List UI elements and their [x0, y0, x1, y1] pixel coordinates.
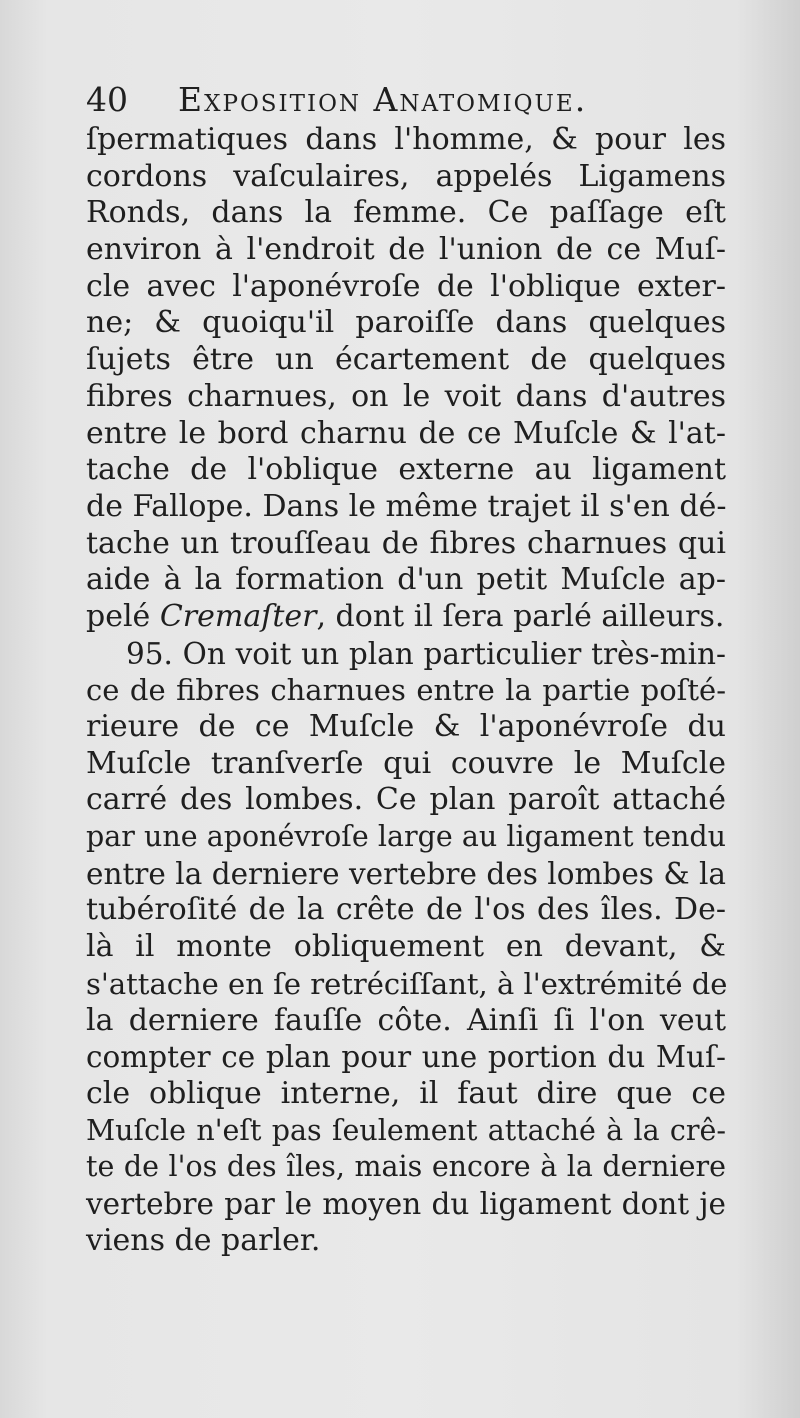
text-line [86, 599, 726, 636]
italic-term: Cremaſter [159, 598, 317, 634]
text-line: compter ce plan pour une portion du Muſ- [86, 1040, 726, 1075]
body-text [86, 122, 726, 1259]
running-head [86, 74, 746, 126]
text-line: de Fallope. Dans le même trajet il s'en dé- [86, 488, 727, 524]
text-line: te de l'os des îles, mais encore à la derniere [86, 1150, 726, 1184]
text-run: pelé [86, 598, 160, 634]
text-line: rieure de ce Muſcle & l'aponévroſe du [86, 709, 726, 744]
text-line: vertebre par le moyen du ligament dont je [86, 1186, 726, 1221]
text-line: ſpermatiques dans l'homme, & pour les [86, 122, 726, 157]
text-line: ſujets être un écartement de quelques [86, 342, 726, 378]
text-line: entre la derniere vertebre des lombes & la [86, 856, 726, 891]
text-line: ce de fibres charnues entre la partie poſté- [86, 673, 726, 708]
text-line: par une aponévroſe large au ligament tendu [86, 820, 726, 854]
text-run: , dont il ſera parlé ailleurs. [316, 598, 725, 634]
text-line: viens de parler. [86, 1222, 321, 1258]
text-line: Muſcle n'eſt pas ſeulement attaché à la crê- [86, 1113, 726, 1147]
text-line: entre le bord charnu de ce Muſcle & l'at- [86, 415, 726, 451]
text-line: aide à la formation d'un petit Muſcle ap- [86, 562, 726, 598]
page-number: 40 [86, 80, 128, 119]
text-line: environ à l'endroit de l'union de ce Muſ- [86, 232, 726, 268]
text-line: ne; & quoiqu'il paroiſſe dans quelques [86, 305, 726, 341]
text-line: tache de l'oblique externe au ligament [86, 452, 726, 488]
paragraph-start-line: 95. On voit un plan particulier très-min- [126, 636, 726, 671]
text-line: tubéroſité de la crête de l'os des îles. De- [86, 892, 726, 928]
text-line: s'attache en ſe retréciſſant, à l'extrémité de [86, 966, 728, 1001]
text-line: cle avec l'aponévroſe de l'oblique exter- [86, 268, 726, 304]
text-line: cle oblique interne, il faut dire que ce [86, 1075, 726, 1111]
text-line: la derniere fauſſe côte. Ainſi ſi l'on veut [86, 1002, 726, 1038]
text-line: Muſcle tranſverſe qui couvre le Muſcle [86, 745, 726, 781]
text-line: tache un trouſſeau de fibres charnues qui [86, 525, 726, 561]
text-line: Ronds, dans la femme. Ce paſſage eſt [86, 195, 726, 231]
text-line: carré des lombes. Ce plan paroît attaché [86, 782, 726, 818]
text-line: là il monte obliquement en devant, & [86, 929, 726, 965]
text-line: fibres charnues, on le voit dans d'autres [86, 378, 726, 414]
text-line: cordons vaſculaires, appelés Ligamens [86, 158, 726, 194]
running-title: Exposition Anatomique. [178, 80, 588, 119]
